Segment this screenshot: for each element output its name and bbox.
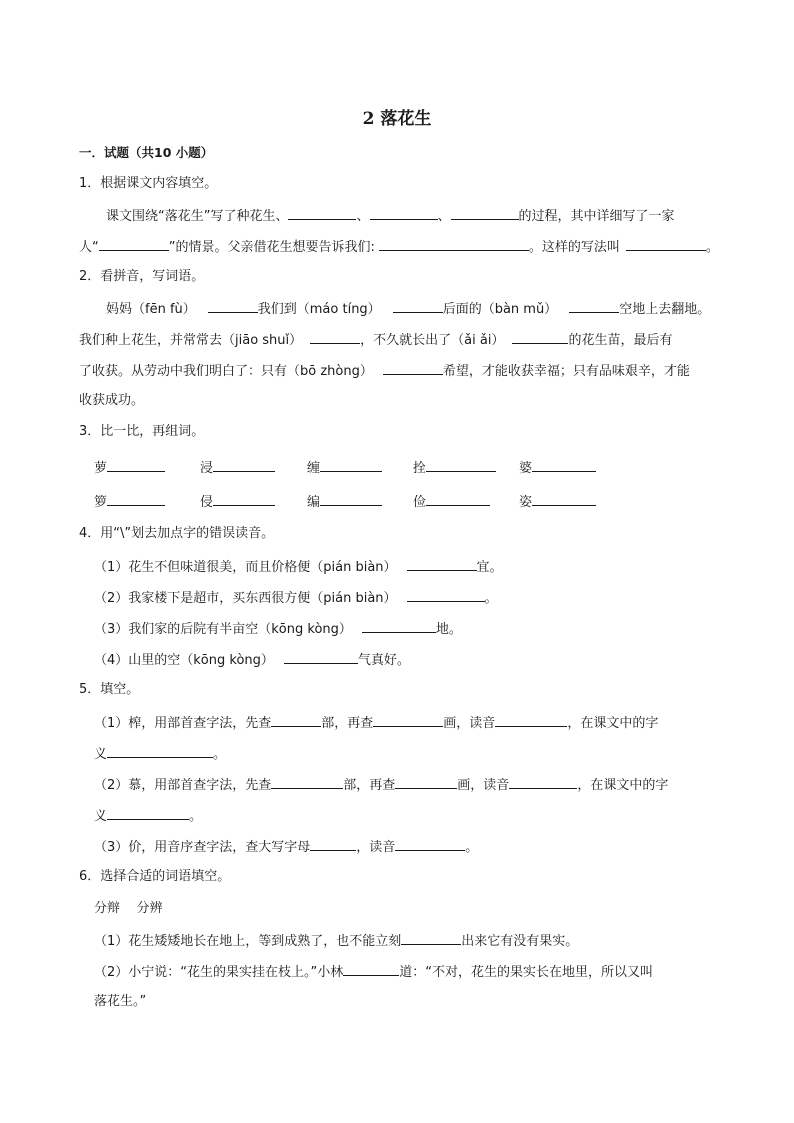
answer-blank[interactable]: [320, 491, 382, 506]
answer-blank[interactable]: [383, 360, 443, 375]
question-number: 2．: [79, 269, 101, 284]
answer-blank[interactable]: [284, 649, 358, 664]
answer-blank[interactable]: [451, 205, 519, 220]
character: 侵: [200, 495, 214, 510]
question-number: 1．: [79, 176, 101, 191]
answer-blank[interactable]: [373, 712, 443, 727]
text-segment: 、: [356, 209, 370, 224]
question-2-line-1: [106, 298, 710, 320]
text-segment: （1）榨，用部首查字法，先查: [94, 716, 272, 731]
answer-blank[interactable]: [426, 457, 496, 472]
answer-blank[interactable]: [626, 236, 706, 251]
compare-item: [519, 491, 596, 513]
answer-blank[interactable]: [426, 491, 490, 506]
text-segment: 义: [94, 747, 108, 762]
answer-blank[interactable]: [107, 491, 165, 506]
answer-blank[interactable]: [370, 205, 438, 220]
character: 缠: [307, 461, 321, 476]
question-2-prompt: [79, 267, 204, 287]
page-title: 2 落花生: [362, 109, 432, 129]
text-segment: 道：“不对，花生的果实长在地里，所以又叫: [399, 965, 653, 980]
answer-blank[interactable]: [395, 836, 465, 851]
text-segment: 希望，才能收获幸福；只有品味艰辛，才能: [442, 364, 690, 379]
text-segment: 画，读音: [443, 716, 496, 731]
question-text: 比一比，再组词。: [100, 424, 205, 439]
question-5-item-1: [94, 712, 658, 734]
answer-blank[interactable]: [532, 491, 596, 506]
text-segment: 妈妈（fēn fù）: [106, 302, 196, 317]
answer-blank[interactable]: [495, 712, 567, 727]
question-number: 4．: [79, 526, 101, 541]
answer-blank[interactable]: [107, 457, 165, 472]
character: 萝: [94, 461, 108, 476]
character: 编: [307, 495, 321, 510]
question-2-line-2: [79, 329, 672, 351]
text-segment: 。这样的写法叫: [528, 240, 620, 255]
text-segment: （2）我家楼下是超市，买东西很方便（pián biàn）: [94, 591, 397, 606]
question-number: 6．: [79, 869, 101, 884]
text-segment: 人“: [79, 240, 99, 255]
answer-blank[interactable]: [512, 329, 568, 344]
answer-blank[interactable]: [107, 743, 213, 758]
text-segment: （1）花生不但味道很美，而且价格便（pián biàn）: [94, 560, 397, 575]
answer-blank[interactable]: [532, 457, 596, 472]
compare-item: [200, 491, 275, 513]
answer-blank[interactable]: [407, 587, 485, 602]
character: 俭: [413, 495, 427, 510]
text-segment: 气真好。: [357, 653, 410, 668]
text-segment: 、: [437, 209, 451, 224]
text-segment: ，不久就长出了（ǎi ǎi）: [360, 333, 505, 348]
character: 姿: [519, 495, 533, 510]
question-text: 用“\”划去加点字的错误读音。: [100, 526, 275, 541]
question-4-item-2: [94, 587, 498, 609]
text-segment: 。: [465, 840, 479, 855]
question-5-item-3: [94, 836, 478, 858]
text-segment: 地。: [435, 622, 462, 637]
question-number: 3．: [79, 424, 101, 439]
text-segment: ”的情景。父亲借花生想要告诉我们:: [168, 240, 375, 255]
text-segment: （2）慕，用部首查字法，先查: [94, 778, 272, 793]
text-segment: 空地上去翻地。: [619, 302, 711, 317]
text-segment: 部，再查: [321, 716, 374, 731]
text-segment: 义: [94, 809, 108, 824]
compare-item: [94, 457, 165, 479]
question-4-item-1: [94, 556, 503, 578]
answer-blank[interactable]: [379, 236, 529, 251]
question-4-item-3: [94, 618, 462, 640]
question-6-item-2-cont: 落花生。”: [94, 994, 147, 1009]
text-segment: 画，读音: [457, 778, 510, 793]
answer-blank[interactable]: [509, 774, 577, 789]
question-5-prompt: [79, 680, 139, 700]
answer-blank[interactable]: [288, 205, 356, 220]
question-5-item-2-cont: [94, 805, 202, 827]
question-text: 看拼音，写词语。: [100, 269, 205, 284]
answer-blank[interactable]: [107, 805, 189, 820]
text-segment: ，在课文中的字: [577, 778, 669, 793]
compare-item: [200, 457, 275, 479]
question-1-line-1: [106, 205, 675, 227]
text-segment: 了收获。从劳动中我们明白了：只有（bō zhòng）: [79, 364, 373, 379]
text-segment: ，在课文中的字: [567, 716, 659, 731]
word-options: 分辩 分辨: [94, 901, 163, 916]
answer-blank[interactable]: [213, 491, 275, 506]
text-segment: （3）价，用音序查字法，查大写字母: [94, 840, 311, 855]
character: 婆: [519, 461, 533, 476]
text-segment: 宜。: [476, 560, 503, 575]
question-4-prompt: [79, 524, 274, 544]
question-6-item-1: [94, 930, 578, 952]
question-text: 根据课文内容填空。: [100, 176, 218, 191]
text-segment: 。: [189, 809, 203, 824]
text-segment: 我们种上花生，并常常去（jiāo shuǐ）: [79, 333, 303, 348]
answer-blank[interactable]: [99, 236, 169, 251]
question-1-line-2: [79, 236, 719, 258]
answer-blank[interactable]: [271, 774, 343, 789]
text-segment: 的过程，其中详细写了一家: [518, 209, 675, 224]
question-2-line-3: [79, 360, 690, 382]
question-text: 选择合适的词语填空。: [100, 869, 231, 884]
text-segment: 。: [213, 747, 227, 762]
text-segment: （3）我们家的后院有半亩空（kōng kòng）: [94, 622, 352, 637]
character: 拴: [413, 461, 427, 476]
answer-blank[interactable]: [310, 836, 356, 851]
question-text: 填空。: [100, 682, 140, 697]
question-6-prompt: [79, 867, 230, 887]
answer-blank[interactable]: [310, 329, 360, 344]
text-segment: 出来它有没有果实。: [461, 934, 579, 949]
compare-item: [307, 491, 382, 513]
text-segment: （1）花生矮矮地长在地上，等到成熟了，也不能立刻: [94, 934, 402, 949]
compare-item: [413, 457, 496, 479]
text-segment: 我们到（máo tíng）: [257, 302, 381, 317]
text-segment: 课文围绕“落花生”写了种花生、: [106, 209, 289, 224]
compare-item: [94, 491, 165, 513]
compare-item: [413, 491, 490, 513]
question-1-prompt: [79, 174, 217, 194]
text-segment: 部，再查: [343, 778, 396, 793]
question-5-item-1-cont: [94, 743, 226, 765]
text-segment: （4）山里的空（kōng kòng）: [94, 653, 274, 668]
answer-blank[interactable]: [401, 930, 461, 945]
text-segment: 。: [705, 240, 719, 255]
section-heading: 一．试题（共10 小题）: [79, 145, 214, 160]
text-segment: （2）小宁说：“花生的果实挂在枝上。”小林: [94, 965, 344, 980]
answer-blank[interactable]: [343, 961, 399, 976]
answer-blank[interactable]: [393, 298, 443, 313]
character: 浸: [200, 461, 214, 476]
text-segment: ，读音: [356, 840, 396, 855]
answer-blank[interactable]: [395, 774, 457, 789]
question-5-item-2: [94, 774, 668, 796]
text-segment: 。: [484, 591, 498, 606]
compare-item: [519, 457, 596, 479]
answer-blank[interactable]: [213, 457, 275, 472]
answer-blank[interactable]: [362, 618, 436, 633]
answer-blank[interactable]: [271, 712, 321, 727]
answer-blank[interactable]: [569, 298, 619, 313]
text-segment: 的花生苗，最后有: [568, 333, 673, 348]
text-segment: 后面的（bàn mǔ）: [442, 302, 558, 317]
question-4-item-4: [94, 649, 410, 671]
answer-blank[interactable]: [208, 298, 258, 313]
question-3-prompt: [79, 422, 204, 442]
question-6-item-2: [94, 961, 653, 983]
question-number: 5．: [79, 682, 101, 697]
answer-blank[interactable]: [320, 457, 382, 472]
compare-item: [307, 457, 382, 479]
question-2-line-4: 收获成功。: [79, 393, 145, 408]
character: 箩: [94, 495, 108, 510]
answer-blank[interactable]: [407, 556, 477, 571]
